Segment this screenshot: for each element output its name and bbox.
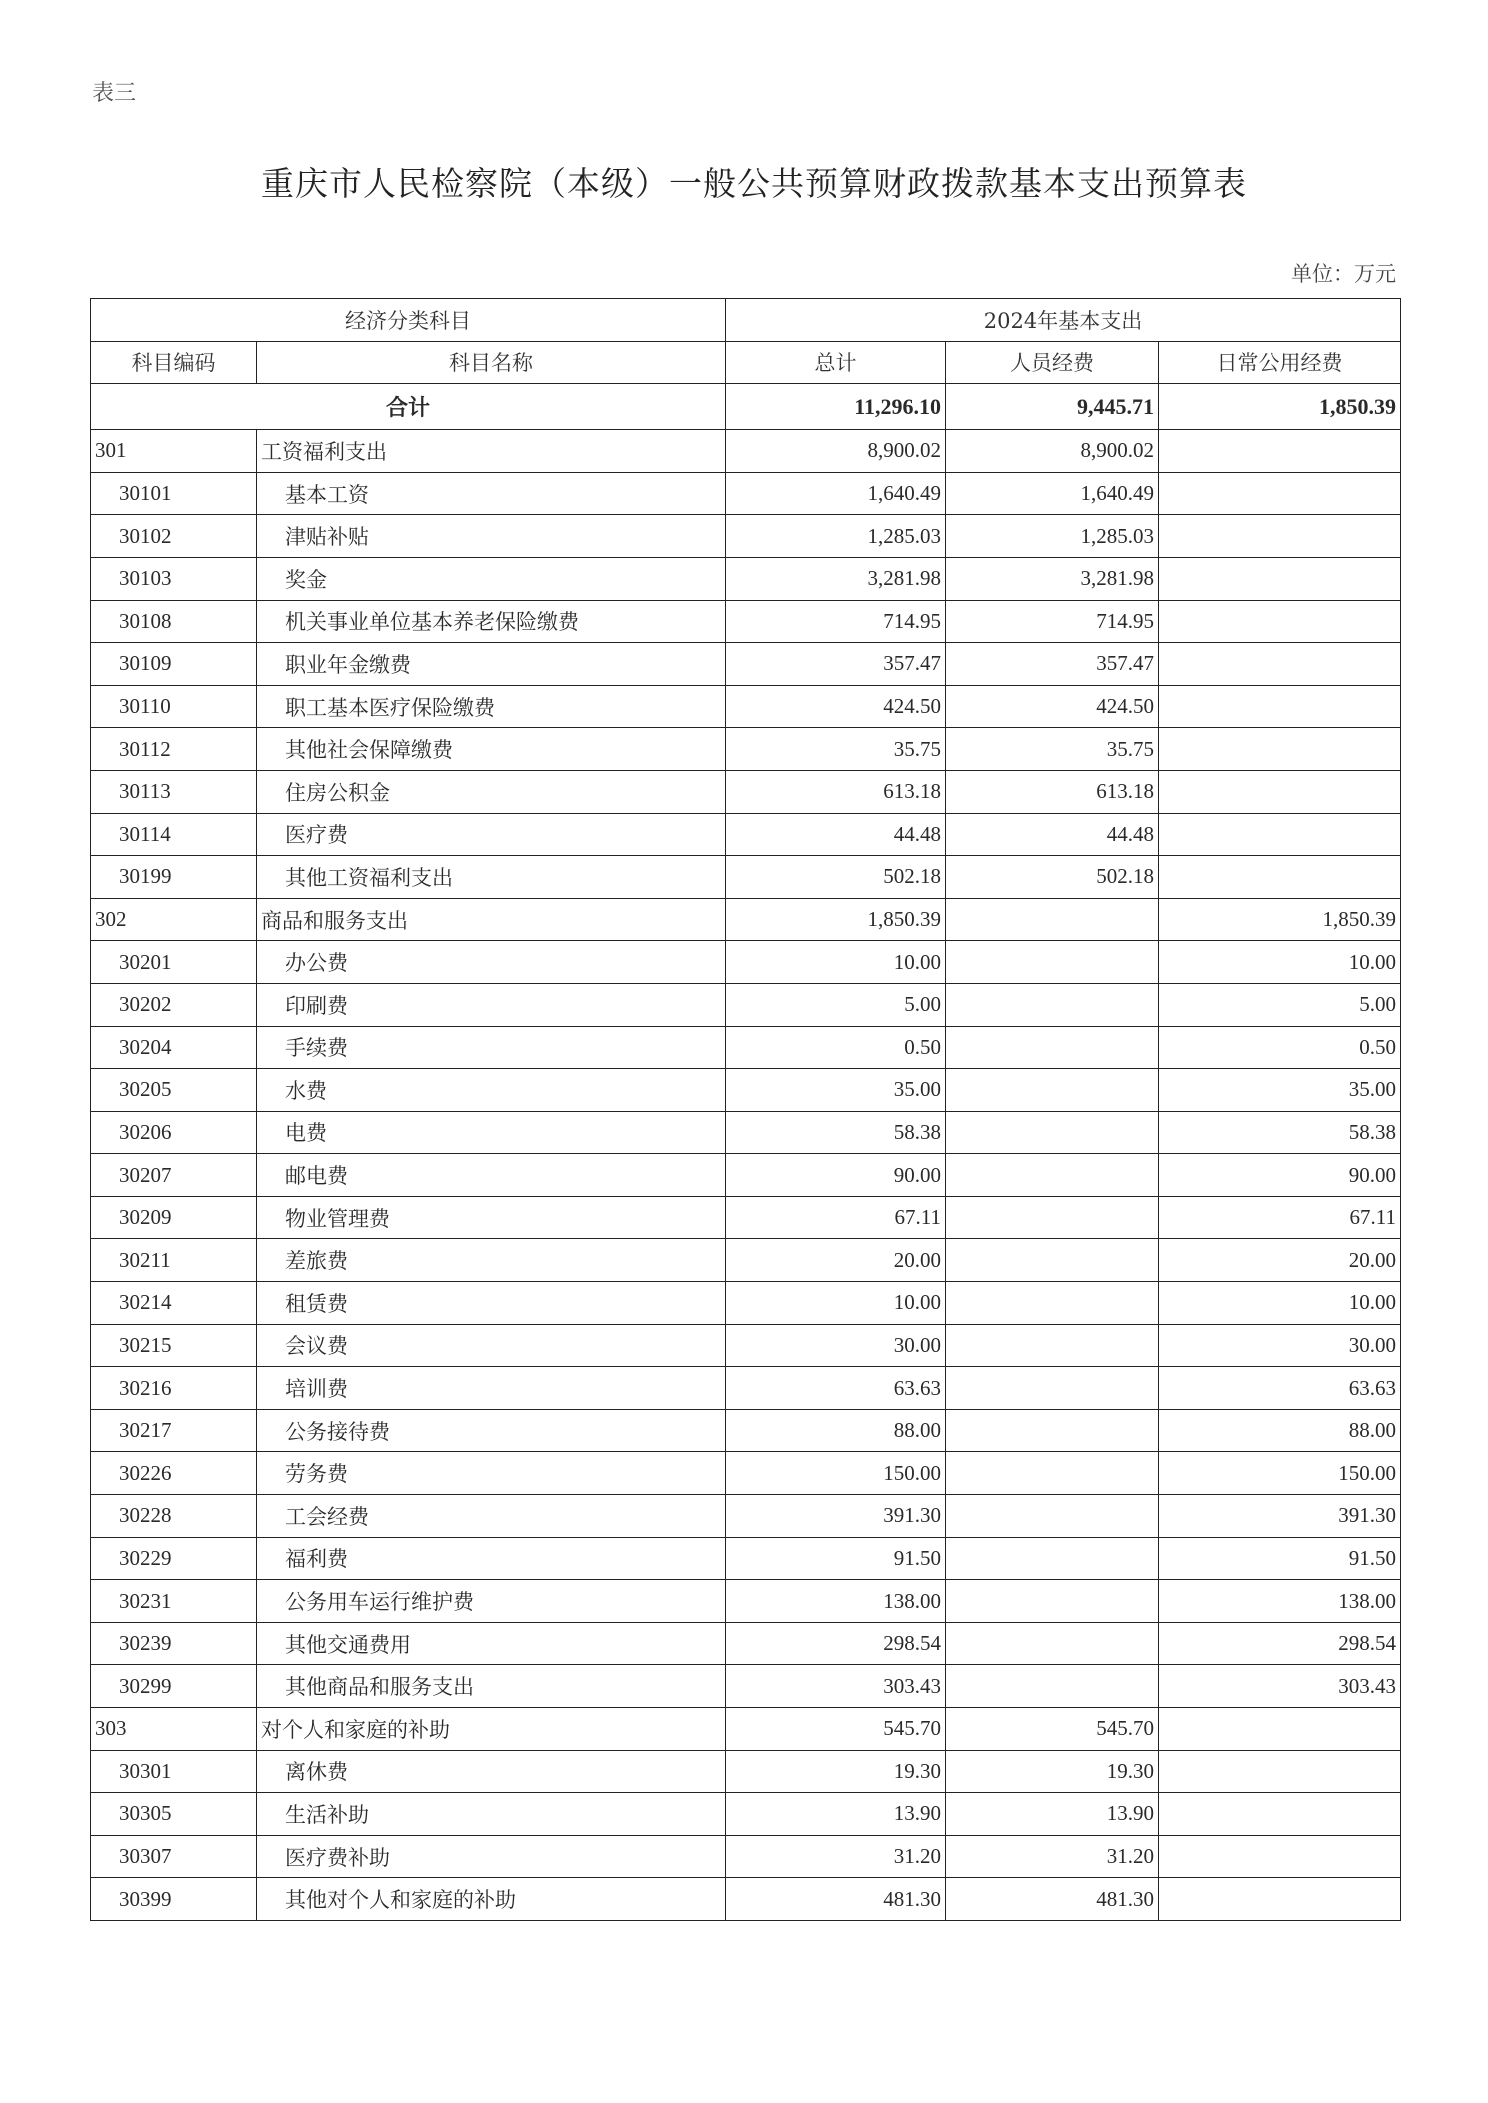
header-subject-code: 科目编码 <box>91 341 257 384</box>
header-group-row <box>91 299 1401 342</box>
table-row <box>91 643 1401 686</box>
total-amount: 20.00 <box>726 1239 946 1282</box>
personnel-expense: 1,285.03 <box>946 515 1159 558</box>
total-personnel: 9,445.71 <box>946 384 1159 430</box>
public-expense: 20.00 <box>1159 1239 1401 1282</box>
subject-name: 公务接待费 <box>257 1409 726 1452</box>
total-amount: 67.11 <box>726 1196 946 1239</box>
subject-name: 手续费 <box>257 1026 726 1069</box>
subject-code: 30205 <box>91 1069 257 1112</box>
subject-code: 30299 <box>91 1665 257 1708</box>
total-amount: 138.00 <box>726 1580 946 1623</box>
subject-code: 30209 <box>91 1196 257 1239</box>
subject-code: 30231 <box>91 1580 257 1623</box>
total-amount: 63.63 <box>726 1367 946 1410</box>
subject-name: 对个人和家庭的补助 <box>257 1708 726 1751</box>
table-row <box>91 1111 1401 1154</box>
subject-name: 差旅费 <box>257 1239 726 1282</box>
personnel-expense <box>946 1580 1159 1623</box>
subject-name: 基本工资 <box>257 472 726 515</box>
subject-code: 30307 <box>91 1835 257 1878</box>
personnel-expense: 613.18 <box>946 770 1159 813</box>
subject-code: 30109 <box>91 643 257 686</box>
public-expense <box>1159 557 1401 600</box>
subject-name: 奖金 <box>257 557 726 600</box>
subject-code: 30214 <box>91 1282 257 1325</box>
public-expense <box>1159 643 1401 686</box>
table-row <box>91 557 1401 600</box>
subject-code: 30211 <box>91 1239 257 1282</box>
public-expense: 88.00 <box>1159 1409 1401 1452</box>
total-public: 1,850.39 <box>1159 384 1401 430</box>
total-amount: 44.48 <box>726 813 946 856</box>
table-row <box>91 1665 1401 1708</box>
personnel-expense: 357.47 <box>946 643 1159 686</box>
table-label: 表三 <box>92 81 137 106</box>
personnel-expense: 481.30 <box>946 1878 1159 1921</box>
total-amount: 58.38 <box>726 1111 946 1154</box>
subject-name: 职业年金缴费 <box>257 643 726 686</box>
subject-name: 机关事业单位基本养老保险缴费 <box>257 600 726 643</box>
total-amount: 8,900.02 <box>726 430 946 473</box>
subject-name: 离休费 <box>257 1750 726 1793</box>
subject-code: 30202 <box>91 983 257 1026</box>
total-amount: 88.00 <box>726 1409 946 1452</box>
public-expense <box>1159 472 1401 515</box>
total-amount: 90.00 <box>726 1154 946 1197</box>
subject-code: 30102 <box>91 515 257 558</box>
public-expense <box>1159 1750 1401 1793</box>
subject-name: 劳务费 <box>257 1452 726 1495</box>
category-row <box>91 430 1401 473</box>
subject-code: 30101 <box>91 472 257 515</box>
personnel-expense <box>946 1537 1159 1580</box>
public-expense: 303.43 <box>1159 1665 1401 1708</box>
public-expense <box>1159 430 1401 473</box>
personnel-expense <box>946 1154 1159 1197</box>
total-amount: 0.50 <box>726 1026 946 1069</box>
subject-name: 办公费 <box>257 941 726 984</box>
subject-name: 培训费 <box>257 1367 726 1410</box>
table-row <box>91 941 1401 984</box>
total-amount: 714.95 <box>726 600 946 643</box>
budget-table <box>90 298 1401 1921</box>
public-expense <box>1159 1878 1401 1921</box>
subject-name: 医疗费补助 <box>257 1835 726 1878</box>
total-amount: 613.18 <box>726 770 946 813</box>
subject-name: 其他工资福利支出 <box>257 856 726 899</box>
public-expense: 63.63 <box>1159 1367 1401 1410</box>
subject-name: 其他对个人和家庭的补助 <box>257 1878 726 1921</box>
subject-code: 30226 <box>91 1452 257 1495</box>
personnel-expense <box>946 941 1159 984</box>
category-row <box>91 898 1401 941</box>
public-expense: 91.50 <box>1159 1537 1401 1580</box>
personnel-expense: 424.50 <box>946 685 1159 728</box>
public-expense <box>1159 856 1401 899</box>
public-expense: 35.00 <box>1159 1069 1401 1112</box>
public-expense <box>1159 1793 1401 1836</box>
total-amount: 303.43 <box>726 1665 946 1708</box>
table-row <box>91 1793 1401 1836</box>
personnel-expense <box>946 898 1159 941</box>
total-amount: 502.18 <box>726 856 946 899</box>
public-expense <box>1159 813 1401 856</box>
personnel-expense <box>946 1069 1159 1112</box>
total-amount: 10.00 <box>726 941 946 984</box>
header-subject-name: 科目名称 <box>257 341 726 384</box>
subject-name: 其他商品和服务支出 <box>257 1665 726 1708</box>
personnel-expense <box>946 1367 1159 1410</box>
table-row <box>91 770 1401 813</box>
subject-name: 住房公积金 <box>257 770 726 813</box>
total-amount: 30.00 <box>726 1324 946 1367</box>
personnel-expense: 714.95 <box>946 600 1159 643</box>
total-amount: 424.50 <box>726 685 946 728</box>
subject-name: 工资福利支出 <box>257 430 726 473</box>
subject-code: 30114 <box>91 813 257 856</box>
subject-name: 物业管理费 <box>257 1196 726 1239</box>
table-row <box>91 1196 1401 1239</box>
subject-name: 电费 <box>257 1111 726 1154</box>
public-expense: 0.50 <box>1159 1026 1401 1069</box>
table-row <box>91 1239 1401 1282</box>
table-row <box>91 1878 1401 1921</box>
subject-name: 商品和服务支出 <box>257 898 726 941</box>
header-column-row <box>91 341 1401 384</box>
subject-code: 30305 <box>91 1793 257 1836</box>
public-expense <box>1159 685 1401 728</box>
public-expense: 138.00 <box>1159 1580 1401 1623</box>
public-expense: 67.11 <box>1159 1196 1401 1239</box>
subject-code: 30206 <box>91 1111 257 1154</box>
header-basic-expenditure-2024: 2024年基本支出 <box>726 299 1401 342</box>
subject-code: 30204 <box>91 1026 257 1069</box>
total-row <box>91 384 1401 430</box>
public-expense: 298.54 <box>1159 1622 1401 1665</box>
personnel-expense <box>946 1409 1159 1452</box>
table-row <box>91 1580 1401 1623</box>
subject-name: 福利费 <box>257 1537 726 1580</box>
total-amount: 10.00 <box>726 1282 946 1325</box>
public-expense <box>1159 515 1401 558</box>
personnel-expense: 19.30 <box>946 1750 1159 1793</box>
subject-name: 水费 <box>257 1069 726 1112</box>
personnel-expense: 502.18 <box>946 856 1159 899</box>
personnel-expense: 35.75 <box>946 728 1159 771</box>
personnel-expense <box>946 1026 1159 1069</box>
public-expense: 5.00 <box>1159 983 1401 1026</box>
subject-name: 其他交通费用 <box>257 1622 726 1665</box>
subject-name: 医疗费 <box>257 813 726 856</box>
table-row <box>91 600 1401 643</box>
personnel-expense: 44.48 <box>946 813 1159 856</box>
subject-code: 302 <box>91 898 257 941</box>
subject-name: 其他社会保障缴费 <box>257 728 726 771</box>
personnel-expense <box>946 1111 1159 1154</box>
unit-label: 单位：万元 <box>1291 262 1396 286</box>
subject-code: 30239 <box>91 1622 257 1665</box>
public-expense <box>1159 1835 1401 1878</box>
subject-code: 303 <box>91 1708 257 1751</box>
total-amount: 5.00 <box>726 983 946 1026</box>
subject-code: 30229 <box>91 1537 257 1580</box>
table-row <box>91 1069 1401 1112</box>
total-amount: 13.90 <box>726 1793 946 1836</box>
table-row <box>91 813 1401 856</box>
total-amount: 298.54 <box>726 1622 946 1665</box>
personnel-expense: 31.20 <box>946 1835 1159 1878</box>
subject-code: 30110 <box>91 685 257 728</box>
total-amount: 1,850.39 <box>726 898 946 941</box>
personnel-expense: 545.70 <box>946 1708 1159 1751</box>
table-row <box>91 1537 1401 1580</box>
subject-code: 30217 <box>91 1409 257 1452</box>
table-row <box>91 1367 1401 1410</box>
subject-name: 职工基本医疗保险缴费 <box>257 685 726 728</box>
personnel-expense <box>946 983 1159 1026</box>
personnel-expense: 1,640.49 <box>946 472 1159 515</box>
table-row <box>91 685 1401 728</box>
public-expense: 90.00 <box>1159 1154 1401 1197</box>
subject-code: 30108 <box>91 600 257 643</box>
subject-name: 公务用车运行维护费 <box>257 1580 726 1623</box>
personnel-expense <box>946 1622 1159 1665</box>
total-amount: 35.75 <box>726 728 946 771</box>
public-expense: 30.00 <box>1159 1324 1401 1367</box>
total-amount: 545.70 <box>726 1708 946 1751</box>
table-row <box>91 1409 1401 1452</box>
subject-code: 30207 <box>91 1154 257 1197</box>
personnel-expense <box>946 1196 1159 1239</box>
header-public-expense: 日常公用经费 <box>1159 341 1401 384</box>
public-expense: 10.00 <box>1159 941 1401 984</box>
total-amount: 11,296.10 <box>726 384 946 430</box>
public-expense: 58.38 <box>1159 1111 1401 1154</box>
table-row <box>91 1835 1401 1878</box>
personnel-expense: 13.90 <box>946 1793 1159 1836</box>
subject-name: 印刷费 <box>257 983 726 1026</box>
public-expense: 10.00 <box>1159 1282 1401 1325</box>
total-amount: 1,285.03 <box>726 515 946 558</box>
personnel-expense <box>946 1495 1159 1538</box>
header-economic-classification: 经济分类科目 <box>91 299 726 342</box>
personnel-expense <box>946 1239 1159 1282</box>
total-amount: 31.20 <box>726 1835 946 1878</box>
subject-code: 301 <box>91 430 257 473</box>
table-row <box>91 856 1401 899</box>
total-amount: 391.30 <box>726 1495 946 1538</box>
public-expense <box>1159 1708 1401 1751</box>
subject-code: 30201 <box>91 941 257 984</box>
personnel-expense: 8,900.02 <box>946 430 1159 473</box>
public-expense <box>1159 600 1401 643</box>
total-label: 合计 <box>91 384 726 430</box>
document-title: 重庆市人民检察院（本级）一般公共预算财政拨款基本支出预算表 <box>261 164 1247 203</box>
total-amount: 150.00 <box>726 1452 946 1495</box>
total-amount: 91.50 <box>726 1537 946 1580</box>
header-total: 总计 <box>726 341 946 384</box>
personnel-expense: 3,281.98 <box>946 557 1159 600</box>
category-row <box>91 1708 1401 1751</box>
personnel-expense <box>946 1324 1159 1367</box>
subject-code: 30228 <box>91 1495 257 1538</box>
public-expense: 150.00 <box>1159 1452 1401 1495</box>
personnel-expense <box>946 1665 1159 1708</box>
table-row <box>91 728 1401 771</box>
personnel-expense <box>946 1282 1159 1325</box>
table-row <box>91 1324 1401 1367</box>
table-row <box>91 1154 1401 1197</box>
subject-name: 会议费 <box>257 1324 726 1367</box>
public-expense: 391.30 <box>1159 1495 1401 1538</box>
subject-code: 30103 <box>91 557 257 600</box>
total-amount: 1,640.49 <box>726 472 946 515</box>
total-amount: 357.47 <box>726 643 946 686</box>
subject-name: 租赁费 <box>257 1282 726 1325</box>
subject-name: 工会经费 <box>257 1495 726 1538</box>
table-row <box>91 1622 1401 1665</box>
header-personnel-expense: 人员经费 <box>946 341 1159 384</box>
table-row <box>91 1750 1401 1793</box>
total-amount: 19.30 <box>726 1750 946 1793</box>
table-row <box>91 1495 1401 1538</box>
table-row <box>91 1282 1401 1325</box>
subject-code: 30199 <box>91 856 257 899</box>
table-row <box>91 1452 1401 1495</box>
subject-name: 邮电费 <box>257 1154 726 1197</box>
public-expense <box>1159 770 1401 813</box>
subject-code: 30216 <box>91 1367 257 1410</box>
table-row <box>91 472 1401 515</box>
public-expense: 1,850.39 <box>1159 898 1401 941</box>
subject-code: 30301 <box>91 1750 257 1793</box>
table-row <box>91 983 1401 1026</box>
subject-name: 生活补助 <box>257 1793 726 1836</box>
subject-code: 30113 <box>91 770 257 813</box>
subject-code: 30215 <box>91 1324 257 1367</box>
total-amount: 481.30 <box>726 1878 946 1921</box>
subject-code: 30399 <box>91 1878 257 1921</box>
table-row <box>91 515 1401 558</box>
total-amount: 3,281.98 <box>726 557 946 600</box>
subject-code: 30112 <box>91 728 257 771</box>
subject-name: 津贴补贴 <box>257 515 726 558</box>
total-amount: 35.00 <box>726 1069 946 1112</box>
public-expense <box>1159 728 1401 771</box>
table-row <box>91 1026 1401 1069</box>
personnel-expense <box>946 1452 1159 1495</box>
